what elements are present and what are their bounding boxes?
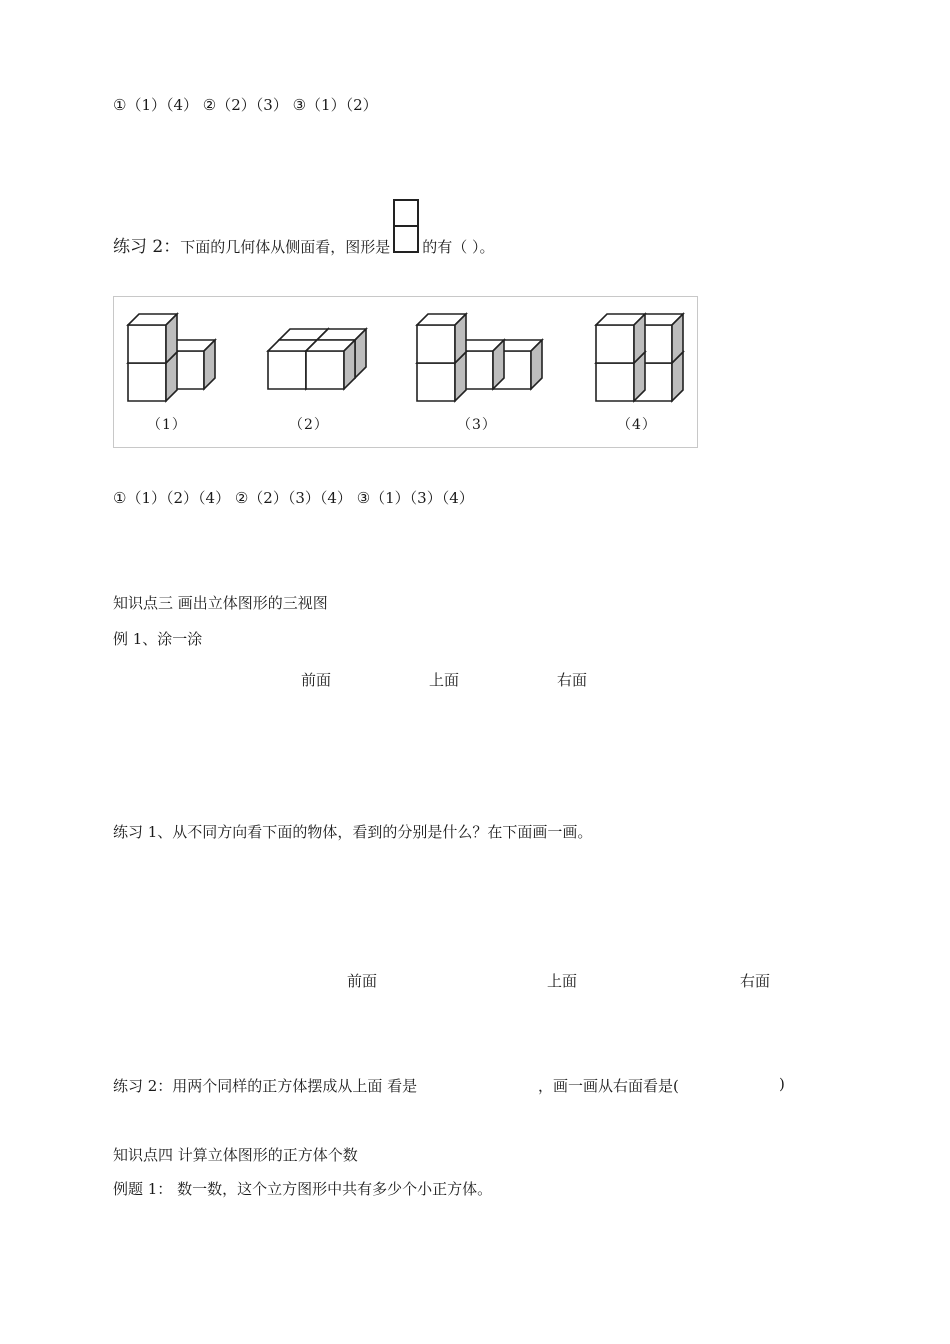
- view-label-front-1: 前面: [301, 671, 332, 689]
- view-label-front-2: 前面: [347, 972, 378, 990]
- section-3-title: 知识点三 画出立体图形的三视图: [113, 594, 328, 612]
- exercise-2-text-after: 的有（ ）。: [422, 238, 495, 256]
- exercise-2-label: 练习 2：: [113, 237, 181, 257]
- practice-2-text-b: ，画一画从右面看是(: [538, 1077, 679, 1095]
- example-1-label: 例 1、涂一涂: [113, 630, 203, 648]
- figure-label-1: （1）: [147, 417, 187, 433]
- answer-options-2: ①（1）（2）（4） ②（2）（3）（4） ③（1）（3）（4）: [113, 489, 474, 507]
- practice-2-text-c: ): [779, 1075, 785, 1093]
- cube-figures-panel: [113, 296, 698, 448]
- figure-label-2: （2）: [289, 417, 329, 433]
- exercise-2-text-before: 下面的几何体从侧面看，图形是: [180, 238, 391, 256]
- cube-figures-drawing: [114, 297, 697, 447]
- figure-4-cubes: [596, 314, 683, 401]
- figure-2-cubes: [268, 329, 366, 389]
- exercise-2-line: [113, 232, 495, 258]
- view-label-right-2: 右面: [740, 972, 771, 990]
- figure-label-3: （3）: [457, 417, 497, 433]
- practice-1-text: 练习 1、从不同方向看下面的物体，看到的分别是什么？在下面画一画。: [113, 823, 593, 841]
- view-label-top-2: 上面: [547, 972, 578, 990]
- figure-1-cubes: [128, 314, 215, 401]
- two-stacked-squares-icon: [391, 236, 421, 258]
- answer-options-1: ①（1）（4） ②（2）（3） ③（1）（2）: [113, 96, 378, 114]
- figure-label-4: （4）: [617, 417, 657, 433]
- view-label-right-1: 右面: [557, 671, 588, 689]
- section-4-title: 知识点四 计算立体图形的正方体个数: [113, 1146, 358, 1164]
- figure-3-cubes: [417, 314, 542, 401]
- view-label-top-1: 上面: [429, 671, 460, 689]
- practice-2-text-a: 练习 2：用两个同样的正方体摆成从上面 看是: [113, 1077, 418, 1095]
- example-question-1: 例题 1： 数一数，这个立方图形中共有多少个小正方体。: [113, 1180, 493, 1198]
